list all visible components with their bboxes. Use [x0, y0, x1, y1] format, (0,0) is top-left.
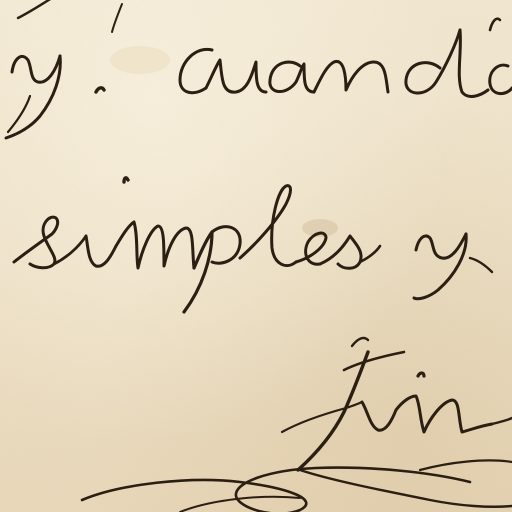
paper-stain: [110, 46, 170, 74]
